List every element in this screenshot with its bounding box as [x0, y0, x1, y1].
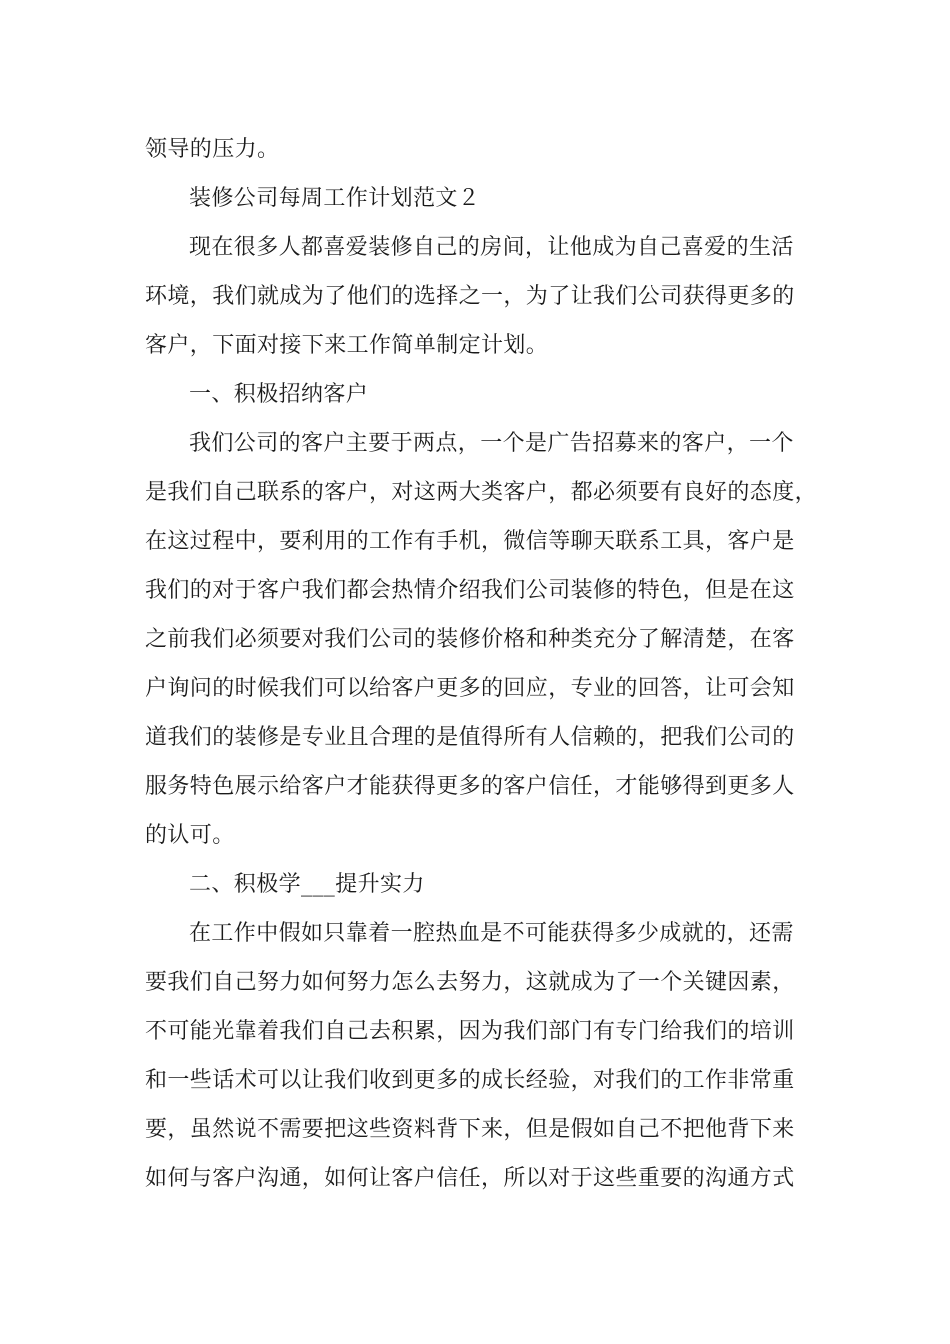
text-line: 和一些话术可以让我们收到更多的成长经验，对我们的工作非常重: [145, 1068, 795, 1093]
document-body: [145, 125, 820, 1203]
text-line: 道我们的装修是专业且合理的是值得所有人信赖的，把我们公司的: [145, 725, 795, 750]
text-line: 领导的压力。: [145, 137, 280, 162]
text-line: 是我们自己联系的客户，对这两大类客户，都必须要有良好的态度，: [145, 480, 818, 505]
text-line: 的认可。: [145, 823, 235, 848]
text-line: 环境，我们就成为了他们的选择之一，为了让我们公司获得更多的: [145, 284, 795, 309]
text-line: 我们公司的客户主要于两点，一个是广告招募来的客户，一个: [189, 431, 794, 456]
text-line: 我们的对于客户我们都会热情介绍我们公司装修的特色，但是在这: [145, 578, 795, 603]
text-line: 服务特色展示给客户才能获得更多的客户信任，才能够得到更多人: [145, 774, 795, 799]
subheading: 一、积极招纳客户: [189, 382, 369, 407]
text-line: 要，虽然说不需要把这些资料背下来，但是假如自己不把他背下来: [145, 1117, 795, 1142]
text-line: 要我们自己努力如何努力怎么去努力，这就成为了一个关键因素，: [145, 970, 795, 995]
text-line: 户询问的时候我们可以给客户更多的回应，专业的回答，让可会知: [145, 676, 795, 701]
text-line: 如何与客户沟通，如何让客户信任，所以对于这些重要的沟通方式: [145, 1166, 795, 1191]
text-line: 不可能光靠着我们自己去积累，因为我们部门有专门给我们的培训: [145, 1019, 795, 1044]
text-line: 在这过程中，要利用的工作有手机，微信等聊天联系工具，客户是: [145, 529, 795, 554]
text-line: 现在很多人都喜爱装修自己的房间，让他成为自己喜爱的生活: [189, 235, 794, 260]
subheading: 二、积极学___提升实力: [189, 872, 425, 897]
text-line: 在工作中假如只靠着一腔热血是不可能获得多少成就的，还需: [189, 921, 794, 946]
section-title: 装修公司每周工作计划范文２: [189, 186, 481, 211]
text-line: 客户，下面对接下来工作简单制定计划。: [145, 333, 549, 358]
text-line: 之前我们必须要对我们公司的装修价格和种类充分了解清楚，在客: [145, 627, 795, 652]
